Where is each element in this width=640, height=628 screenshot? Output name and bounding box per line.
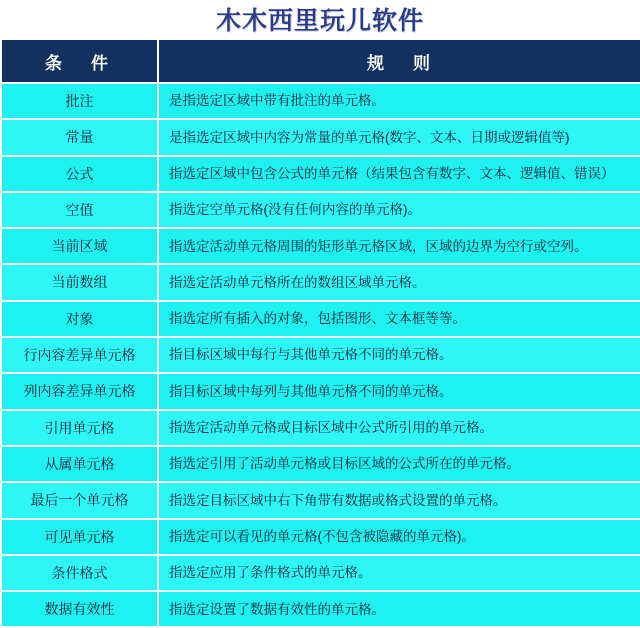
cell-condition: 最后一个单元格 xyxy=(1,482,158,518)
table-row xyxy=(1,83,640,119)
column-header-rule: 规 则 xyxy=(158,39,640,83)
cell-rule: 指选定活动单元格周围的矩形单元格区域，区域的边界为空行或空列。 xyxy=(158,228,640,264)
cell-condition: 常量 xyxy=(1,119,158,155)
table-row xyxy=(1,264,640,300)
table-row xyxy=(1,301,640,337)
table-row xyxy=(1,119,640,155)
cell-rule: 指目标区域中每列与其他单元格不同的单元格。 xyxy=(158,373,640,409)
cell-rule: 是指选定区域中内容为常量的单元格(数字、文本、日期或逻辑值等) xyxy=(158,119,640,155)
cell-condition: 从属单元格 xyxy=(1,446,158,482)
cell-condition: 条件格式 xyxy=(1,555,158,591)
cell-condition: 当前数组 xyxy=(1,264,158,300)
cell-rule: 指目标区域中每行与其他单元格不同的单元格。 xyxy=(158,337,640,373)
cell-rule: 指选定应用了条件格式的单元格。 xyxy=(158,555,640,591)
cell-condition: 可见单元格 xyxy=(1,519,158,555)
table-row xyxy=(1,555,640,591)
cell-rule: 是指选定区域中带有批注的单元格。 xyxy=(158,83,640,119)
cell-rule: 指选定目标区域中右下角带有数据或格式设置的单元格。 xyxy=(158,482,640,518)
cell-rule: 指选定空单元格(没有任何内容的单元格)。 xyxy=(158,192,640,228)
cell-condition: 数据有效性 xyxy=(1,591,158,627)
cell-condition: 公式 xyxy=(1,156,158,192)
column-header-condition: 条 件 xyxy=(1,39,158,83)
table-row xyxy=(1,192,640,228)
table-header-row xyxy=(1,39,640,83)
table-header xyxy=(1,39,640,83)
table-row xyxy=(1,156,640,192)
cell-rule: 指选定设置了数据有效性的单元格。 xyxy=(158,591,640,627)
table-row xyxy=(1,519,640,555)
cell-rule: 指选定区域中包含公式的单元格（结果包含有数字、文本、逻辑值、错误） xyxy=(158,156,640,192)
page-title: 木木西里玩儿软件 xyxy=(215,7,424,35)
cell-rule: 指选定可以看见的单元格(不包含被隐藏的单元格)。 xyxy=(158,519,640,555)
cell-rule: 指选定活动单元格或目标区域中公式所引用的单元格。 xyxy=(158,410,640,446)
cell-condition: 行内容差异单元格 xyxy=(1,337,158,373)
cell-condition: 对象 xyxy=(1,301,158,337)
table-row xyxy=(1,482,640,518)
cell-condition: 当前区域 xyxy=(1,228,158,264)
table-row xyxy=(1,410,640,446)
table-row xyxy=(1,228,640,264)
rules-table xyxy=(0,38,640,628)
table-body xyxy=(1,83,640,627)
table-row xyxy=(1,591,640,627)
cell-condition: 批注 xyxy=(1,83,158,119)
table-row xyxy=(1,337,640,373)
cell-condition: 列内容差异单元格 xyxy=(1,373,158,409)
cell-rule: 指选定活动单元格所在的数组区域单元格。 xyxy=(158,264,640,300)
table-row xyxy=(1,373,640,409)
cell-condition: 引用单元格 xyxy=(1,410,158,446)
table-row xyxy=(1,446,640,482)
title-bar xyxy=(0,0,640,38)
cell-condition: 空值 xyxy=(1,192,158,228)
cell-rule: 指选定所有插入的对象，包括图形、文本框等等。 xyxy=(158,301,640,337)
cell-rule: 指选定引用了活动单元格或目标区域的公式所在的单元格。 xyxy=(158,446,640,482)
